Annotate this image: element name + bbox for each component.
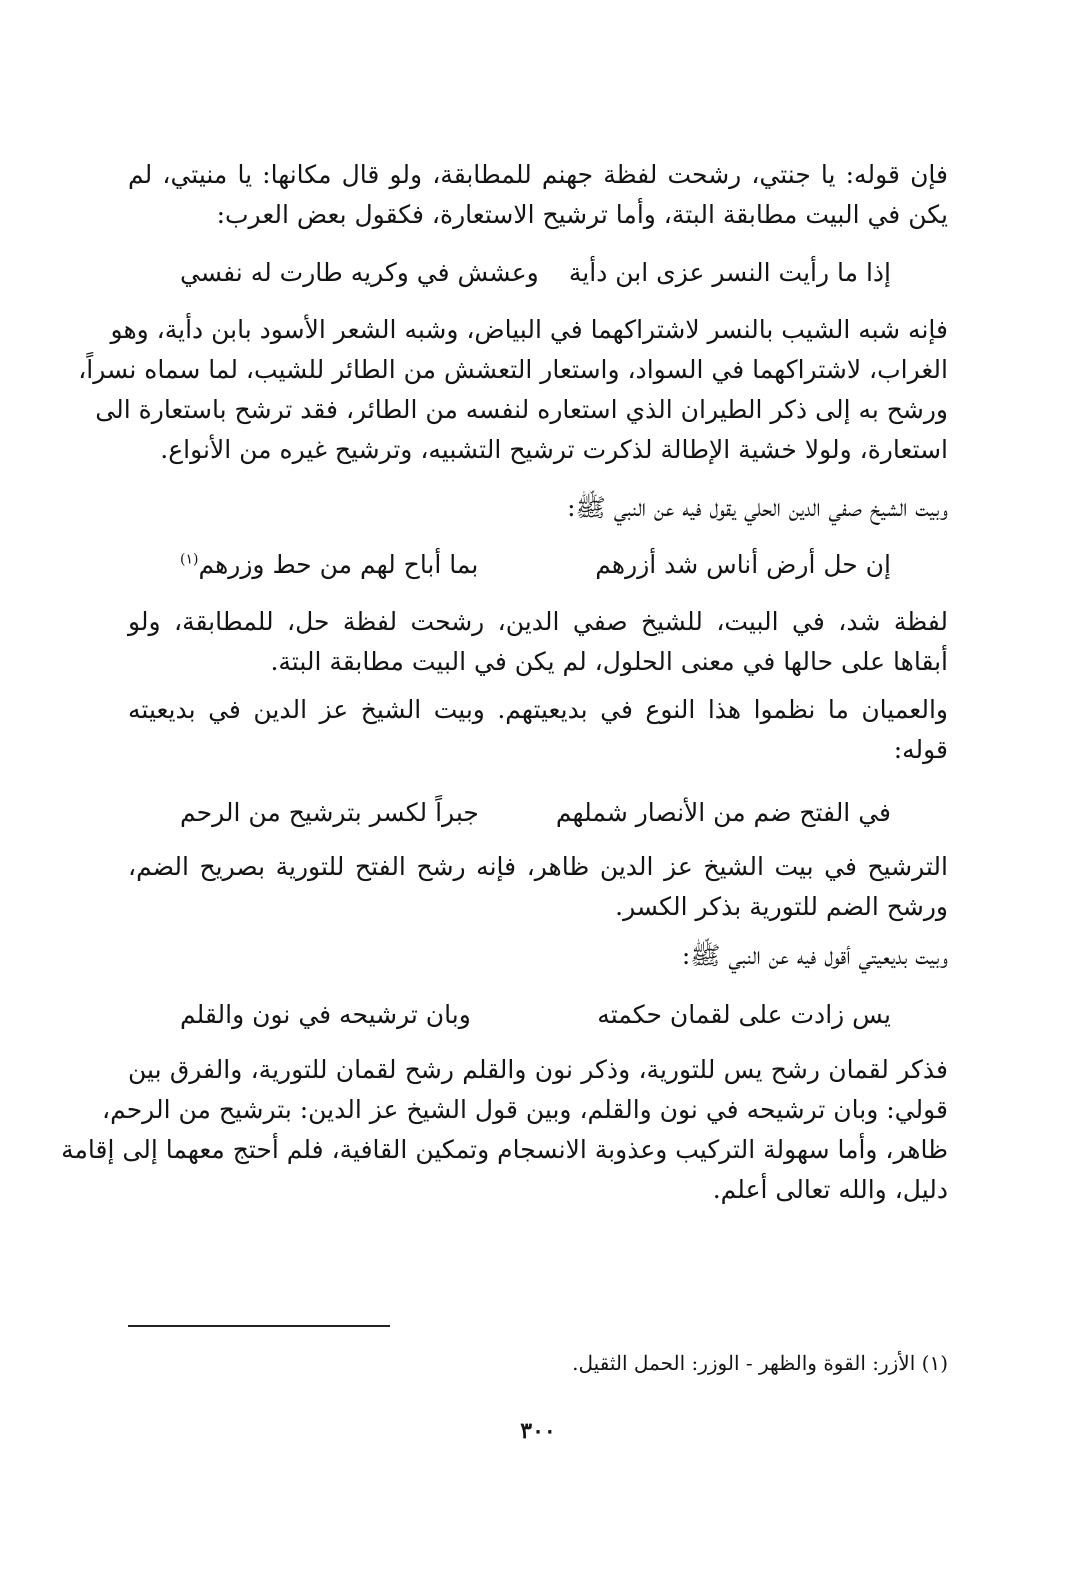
paragraph-line: قولي: وبان ترشيحه في نون والقلم، وبين قول الشيخ عز الدين: بترشيح من الرحم، bbox=[102, 1095, 948, 1124]
paragraph-line: دليل، والله تعالى أعلم. bbox=[712, 1175, 948, 1204]
paragraph-line: لفظة شد، في البيت، للشيخ صفي الدين، رشحت لفظة حل، للمطابقة، ولو bbox=[128, 607, 948, 636]
paragraph-line: فذكر لقمان رشح يس للتورية، وذكر نون والقلم رشح لقمان للتورية، والفرق بين bbox=[128, 1055, 948, 1084]
paragraph-6 bbox=[128, 847, 948, 927]
paragraph-line: ظاهر، وأما سهولة التركيب وعذوبة الانسجام وتمكين القافية، فلم أحتج معهما إلى إقامة bbox=[61, 1135, 948, 1164]
verse-2 bbox=[180, 545, 891, 585]
verse-second-hemistich: بما أباح لهم من حط وزرهم$^{(١)}$ bbox=[180, 550, 479, 579]
verse-second-hemistich: وعشش في وكريه طارت له نفسي bbox=[180, 258, 539, 287]
verse-second-hemistich: وبان ترشيحه في نون والقلم bbox=[180, 1000, 471, 1029]
paragraph-line: استعارة، ولولا خشية الإطالة لذكرت ترشيح التشبيه، وترشيح غيره من الأنواع. bbox=[160, 435, 948, 464]
paragraph-line: ورشح به إلى ذكر الطيران الذي استعاره لنفسه من الطائر، فقد ترشح باستعارة الى bbox=[95, 395, 948, 424]
paragraph-line: وبيت بديعيتي أقول فيه عن النبي ﷺ: bbox=[681, 941, 948, 970]
paragraph-line: الترشيح في بيت الشيخ عز الدين ظاهر، فإنه رشح الفتح للتورية بصريح الضم، bbox=[128, 852, 948, 881]
paragraph-5 bbox=[128, 690, 948, 770]
paragraph-line: وبيت الشيخ صفي الدين الحلي يقول فيه عن النبي ﷺ: bbox=[567, 493, 948, 522]
footnote-marker: (١) bbox=[180, 551, 199, 568]
paragraph-line: فإن قوله: يا جنتي، رشحت لفظة جهنم للمطابقة، ولو قال مكانها: يا منيتي، لم bbox=[128, 160, 948, 189]
paragraph-1 bbox=[128, 155, 948, 235]
verse-first-hemistich: يس زادت على لقمان حكمته bbox=[597, 1000, 891, 1029]
footnote-divider bbox=[128, 1325, 390, 1327]
paragraph-4 bbox=[128, 602, 948, 682]
paragraph-line: فإنه شبه الشيب بالنسر لاشتراكهما في البياض، وشبه الشعر الأسود بابن دأية، وهو bbox=[110, 315, 948, 344]
paragraph-line: ورشح الضم للتورية بذكر الكسر. bbox=[615, 892, 948, 921]
verse-1 bbox=[180, 253, 891, 293]
paragraph-line: الغراب، لاشتراكهما في السواد، واستعار التعشش من الطائر للشيب، لما سماه نسراً، bbox=[78, 355, 948, 384]
paragraph-line: يكن في البيت مطابقة البتة، وأما ترشيح الاستعارة، فكقول بعض العرب: bbox=[216, 200, 948, 229]
verse-second-hemistich: جبراً لكسر بترشيح من الرحم bbox=[180, 798, 479, 827]
paragraph-8 bbox=[61, 1050, 948, 1210]
paragraph-line: قوله: bbox=[893, 735, 948, 764]
verse-4 bbox=[180, 995, 891, 1035]
paragraph-2 bbox=[78, 310, 948, 470]
footnote: (١) الأزر: القوة والظهر - الوزر: الحمل الثقيل. bbox=[572, 1351, 948, 1375]
paragraph-3 bbox=[128, 488, 948, 528]
paragraph-7 bbox=[128, 936, 948, 976]
verse-first-hemistich: إذا ما رأيت النسر عزى ابن دأية bbox=[568, 258, 891, 287]
paragraph-line: والعميان ما نظموا هذا النوع في بديعيتهم. وبيت الشيخ عز الدين في بديعيته bbox=[128, 695, 948, 724]
verse-3 bbox=[180, 793, 891, 833]
paragraph-line: أبقاها على حالها في معنى الحلول، لم يكن في البيت مطابقة البتة. bbox=[270, 647, 948, 676]
verse-first-hemistich: في الفتح ضم من الأنصار شملهم bbox=[555, 798, 891, 827]
page-number: ٣٠٠ bbox=[520, 1418, 556, 1444]
verse-first-hemistich: إن حل أرض أناس شد أزرهم bbox=[595, 550, 891, 579]
